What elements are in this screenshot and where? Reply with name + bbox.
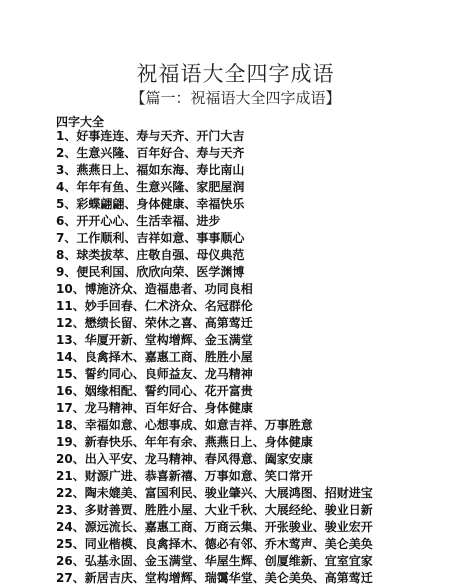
- list-item: 3、燕燕日上、福如东海、寿比南山: [56, 163, 245, 177]
- list-item: 20、出入平安、龙马精神、春风得意、阖家安康: [56, 452, 313, 466]
- list-item: 16、姻缘相配、誓约同心、花开富贵: [56, 384, 253, 398]
- list-item: 9、便民利国、欣欣向荣、医学渊博: [56, 265, 245, 279]
- list-item: 14、良禽择木、嘉惠工商、胜胜小屋: [56, 350, 253, 364]
- list-item: 19、新春快乐、年年有余、燕燕日上、身体健康: [56, 435, 313, 449]
- list-item: 15、誓约同心、良师益友、龙马精神: [56, 367, 253, 381]
- list-item: 7、工作顺利、吉祥如意、事事顺心: [56, 231, 245, 245]
- list-item: 21、财源广进、恭喜新禧、万事如意、笑口常开: [56, 469, 313, 483]
- list-item: 25、同业楷模、良禽择木、德必有邻、乔木莺声、美仑美奂: [56, 537, 373, 551]
- list-item: 12、懋绩长留、荣休之喜、高第莺迁: [56, 316, 253, 330]
- list-item: 26、弘基永固、金玉满堂、华屋生辉、创厦维新、宜室宜家: [56, 554, 373, 568]
- list-item: 18、幸福如意、心想事成、如意吉祥、万事胜意: [56, 418, 313, 432]
- list-item: 8、球类拔萃、庄敬自强、母仪典范: [56, 248, 245, 262]
- list-item: 2、生意兴隆、百年好合、寿与天齐: [56, 146, 245, 160]
- list-item: 23、多财善贾、胜胜小屋、大业千秋、大展经纶、骏业日新: [56, 503, 373, 517]
- list-item: 1、好事连连、寿与天齐、开门大吉: [56, 129, 245, 143]
- list-item: 13、华厦开新、堂构增辉、金玉满堂: [56, 333, 253, 347]
- list-item: 4、年年有鱼、生意兴隆、家肥屋润: [56, 180, 245, 194]
- list-item: 17、龙马精神、百年好合、身体健康: [56, 401, 253, 415]
- list-item: 24、源远流长、嘉惠工商、万商云集、开张骏业、骏业宏开: [56, 520, 373, 534]
- list-item: 27、新居吉庆、堂构增辉、瑞霭华堂、美仑美奂、高第莺迁: [56, 571, 373, 585]
- list-item: 10、博施济众、造福患者、功同良相: [56, 282, 253, 296]
- document-subtitle: 【篇一：祝福语大全四字成语】: [130, 89, 341, 107]
- list-item: 11、妙手回春、仁术济众、名冠群伦: [56, 299, 253, 313]
- list-item: 6、开开心心、生活幸福、进步: [56, 214, 221, 228]
- document-title: 祝福语大全四字成语: [136, 62, 335, 86]
- idiom-list: [56, 128, 471, 587]
- section-heading: 四字大全: [56, 115, 105, 129]
- list-item: 5、彩蝶翩翩、身体健康、幸福快乐: [56, 197, 245, 211]
- list-item: 22、陶未媲美、富国利民、骏业肇兴、大展鸿图、招财进宝: [56, 486, 373, 500]
